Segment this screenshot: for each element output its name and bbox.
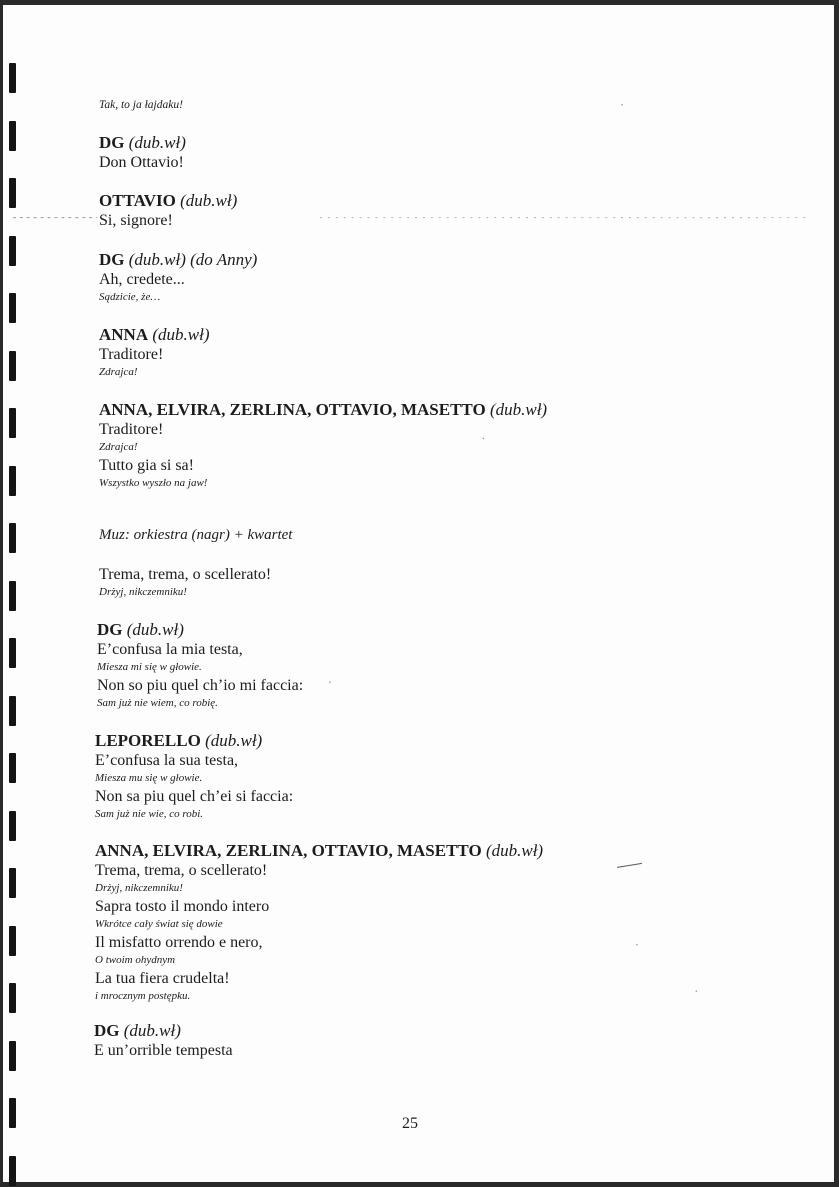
stage-direction: (dub.wł) — [485, 841, 544, 860]
stage-direction: (dub.wł) — [123, 1021, 181, 1040]
lyric-line: Si, signore! — [99, 212, 173, 229]
dialogue-block — [99, 133, 186, 172]
translation-line: Drżyj, nikczemniku! — [99, 586, 187, 598]
lyric-line: Sapra tosto il mondo intero — [95, 898, 270, 915]
binding-hole — [9, 236, 16, 266]
speaker-line — [99, 400, 547, 420]
lyric-line: Trema, trema, o scellerato! — [95, 862, 268, 879]
lyric-line: Tak, to ja łajdaku! — [99, 99, 183, 111]
speaker-name: ANNA, ELVIRA, ZERLINA, OTTAVIO, MASETTO — [95, 841, 482, 860]
binding-hole — [9, 121, 16, 151]
binding-hole — [9, 983, 16, 1013]
binding-hole — [9, 638, 16, 668]
dialogue-block — [99, 191, 237, 230]
dialogue-block — [99, 97, 183, 113]
lyric-line: Traditore! — [99, 421, 164, 438]
translation-line: Miesza mu się w głowie. — [95, 772, 203, 784]
binding-hole — [9, 581, 16, 611]
binding-hole — [9, 696, 16, 726]
translation-line: Sam już nie wiem, co robię. — [97, 697, 218, 709]
translation-line: i mrocznym postępku. — [95, 990, 191, 1002]
binding-hole — [9, 753, 16, 783]
speaker-line — [95, 731, 293, 751]
translation-line: Zdrajca! — [99, 441, 138, 453]
dialogue-block — [95, 841, 543, 1005]
speaker-name: ANNA — [99, 325, 149, 344]
binding-hole — [9, 351, 16, 381]
speaker-line — [99, 133, 186, 153]
speaker-name: OTTAVIO — [99, 191, 176, 210]
speaker-line — [95, 841, 543, 861]
binding-hole — [9, 408, 16, 438]
translation-line: Sam już nie wie, co robi. — [95, 808, 204, 820]
lyric-line: Tutto gia si sa! — [99, 457, 194, 474]
stage-direction: (dub.wł) — [126, 620, 184, 639]
stage-direction: (dub.wł) — [205, 731, 263, 750]
binding-hole — [9, 811, 16, 841]
stage-direction: (dub.wł) — [489, 400, 548, 419]
page-number: 25 — [402, 1115, 418, 1132]
dialogue-block — [99, 400, 547, 492]
translation-line: O twoim ohydnym — [95, 954, 176, 966]
stage-direction: (dub.wł) — [152, 325, 210, 344]
lyric-line: Don Ottavio! — [99, 154, 184, 171]
binding-hole — [9, 466, 16, 496]
speaker-name: LEPORELLO — [95, 731, 201, 750]
dialogue-block — [97, 620, 303, 712]
dialogue-block — [99, 525, 292, 545]
speaker-line — [97, 620, 303, 640]
translation-line: Sądzicie, że… — [99, 291, 161, 303]
speaker-name: DG — [99, 250, 125, 269]
stage-direction: (dub.wł) — [180, 191, 238, 210]
speaker-name: DG — [97, 620, 123, 639]
speaker-name: DG — [99, 133, 125, 152]
binding-hole — [9, 868, 16, 898]
dialogue-block — [99, 325, 210, 381]
lyric-line: Traditore! — [99, 346, 164, 363]
lyric-line: Non so piu quel ch’io mi faccia: — [97, 677, 304, 694]
translation-line: Drżyj, nikczemniku! — [95, 882, 183, 894]
speaker-line — [99, 325, 210, 345]
binding-hole — [9, 1098, 16, 1128]
binding-holes — [9, 5, 17, 1182]
translation-line: Miesza mi się w głowie. — [97, 661, 202, 673]
binding-hole — [9, 63, 16, 93]
translation-line: Wkrótce cały świat się dowie — [95, 918, 223, 930]
binding-hole — [9, 1041, 16, 1071]
dialogue-block — [99, 250, 257, 306]
translation-line: Wszystko wyszło na jaw! — [99, 477, 208, 489]
lyric-line: E’confusa la sua testa, — [95, 752, 239, 769]
lyric-line: Ah, credete... — [99, 271, 185, 288]
lyric-line: Trema, trema, o scellerato! — [99, 566, 272, 583]
binding-hole — [9, 178, 16, 208]
dialogue-block — [99, 565, 271, 601]
lyric-line: La tua fiera crudelta! — [95, 970, 230, 987]
lyric-line: E un’orrible tempesta — [94, 1042, 233, 1059]
lyric-line: Non sa piu quel ch’ei si faccia: — [95, 788, 294, 805]
music-cue: Muz: orkiestra (nagr) + kwartet — [99, 527, 293, 543]
speaker-line — [99, 250, 257, 270]
stage-direction: (dub.wł) (do Anny) — [128, 250, 258, 269]
binding-hole — [9, 926, 16, 956]
dialogue-block — [95, 731, 293, 823]
stage-direction: (dub.wł) — [128, 133, 186, 152]
speaker-line — [94, 1021, 233, 1041]
binding-hole — [9, 1156, 16, 1186]
lyric-line: E’confusa la mia testa, — [97, 641, 243, 658]
translation-line: Zdrajca! — [99, 366, 138, 378]
lyric-line: Il misfatto orrendo e nero, — [95, 934, 263, 951]
speaker-name: ANNA, ELVIRA, ZERLINA, OTTAVIO, MASETTO — [99, 400, 486, 419]
speaker-name: DG — [94, 1021, 120, 1040]
binding-hole — [9, 293, 16, 323]
binding-hole — [9, 523, 16, 553]
dialogue-block — [94, 1021, 233, 1060]
speaker-line — [99, 191, 237, 211]
